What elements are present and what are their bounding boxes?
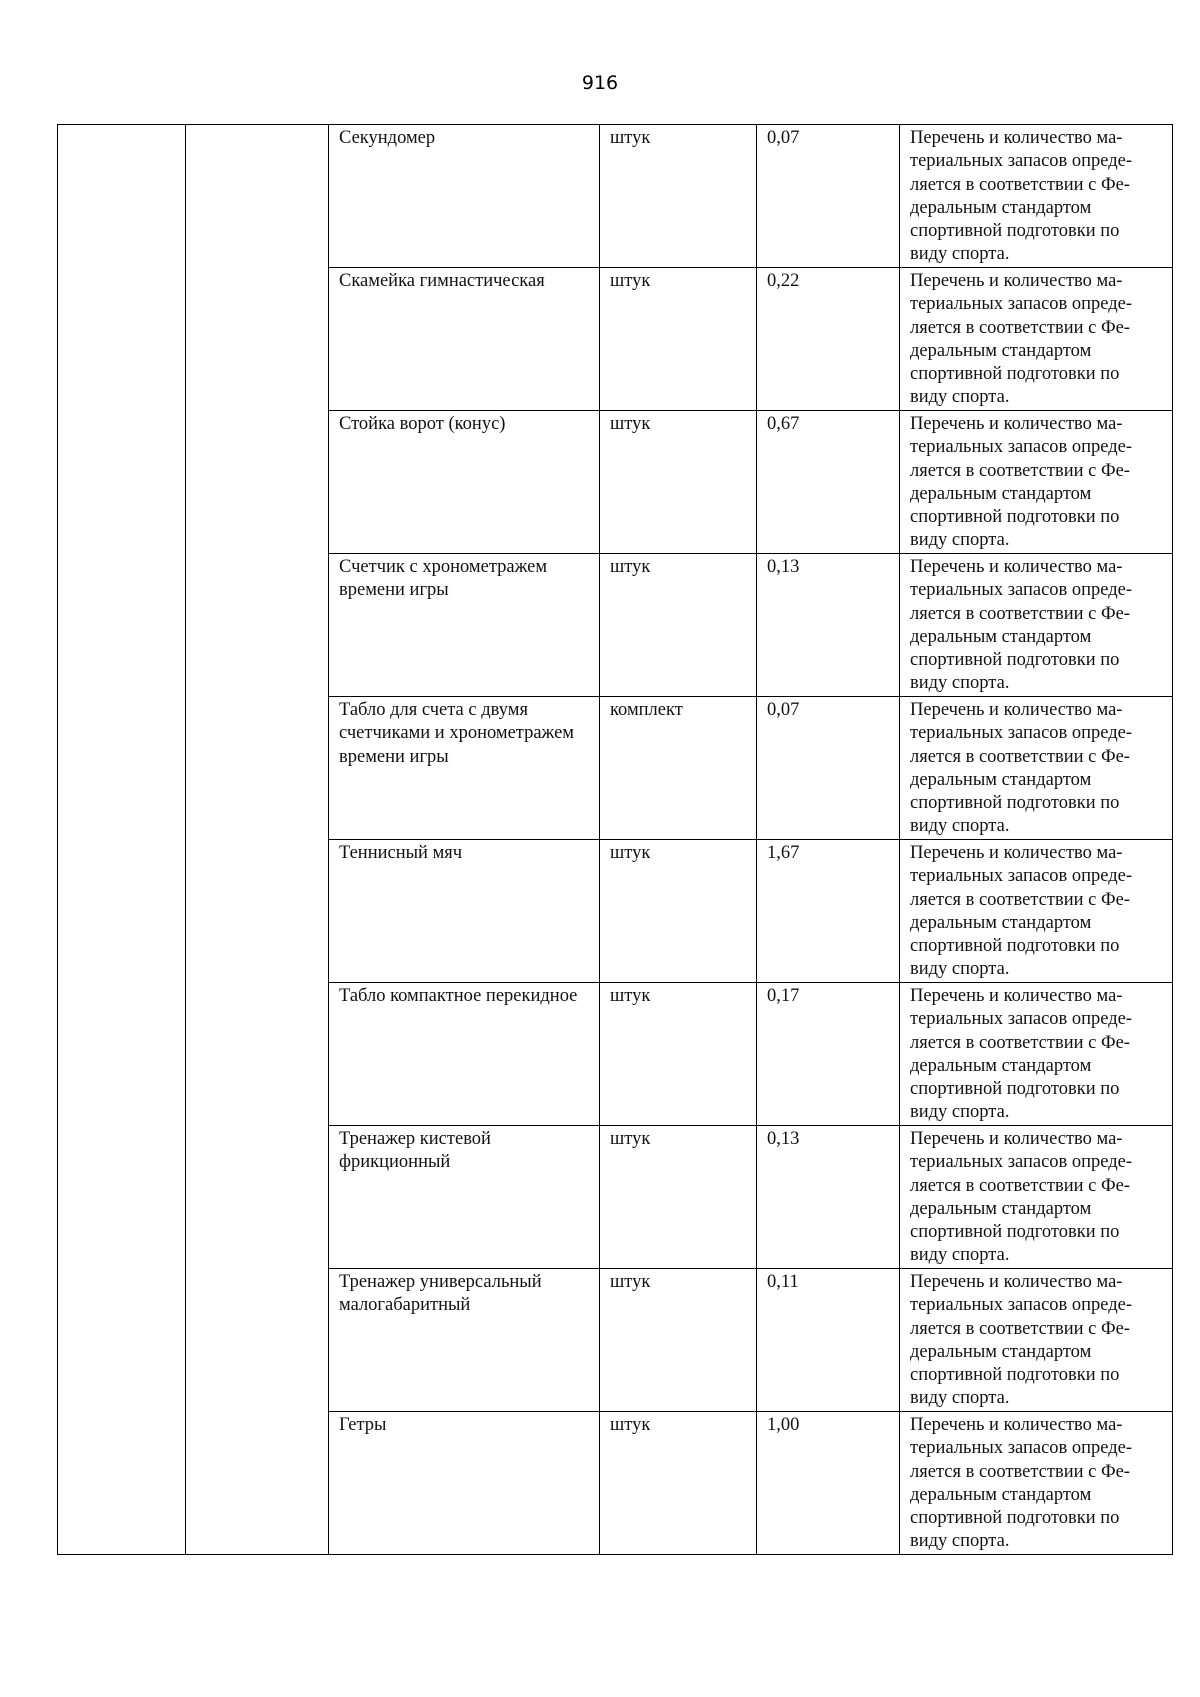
- unit-cell: штук: [600, 1126, 757, 1269]
- note-cell: Перечень и количество ма- териальных запасов опреде- ляется в соответствии с Фе- деральным стандартом спортивной подготовки по виду спорта.: [900, 983, 1173, 1126]
- item-name-cell: Скамейка гимнастическая: [329, 268, 600, 411]
- unit-cell: штук: [600, 554, 757, 697]
- note-cell: Перечень и количество ма- териальных запасов опреде- ляется в соответствии с Фе- деральным стандартом спортивной подготовки по виду спорта.: [900, 554, 1173, 697]
- merged-index-cell: [58, 125, 186, 1555]
- quantity-cell: 0,07: [757, 125, 900, 268]
- quantity-cell: 0,11: [757, 1269, 900, 1412]
- unit-cell: штук: [600, 268, 757, 411]
- equipment-table: [57, 124, 1173, 1555]
- note-cell: Перечень и количество ма- териальных запасов опреде- ляется в соответствии с Фе- деральным стандартом спортивной подготовки по виду спорта.: [900, 1269, 1173, 1412]
- table-row: [58, 125, 1173, 268]
- item-name-cell: Тренажер кистевой фрикционный: [329, 1126, 600, 1269]
- item-name-cell: Табло для счета с двумя счетчиками и хронометражем времени игры: [329, 697, 600, 840]
- note-cell: Перечень и количество ма- териальных запасов опреде- ляется в соответствии с Фе- деральным стандартом спортивной подготовки по виду спорта.: [900, 411, 1173, 554]
- unit-cell: штук: [600, 1269, 757, 1412]
- item-name-cell: Счетчик с хронометражем времени игры: [329, 554, 600, 697]
- page-number: 916: [581, 72, 619, 94]
- quantity-cell: 0,22: [757, 268, 900, 411]
- unit-cell: штук: [600, 125, 757, 268]
- item-name-cell: Секундомер: [329, 125, 600, 268]
- quantity-cell: 0,67: [757, 411, 900, 554]
- note-cell: Перечень и количество ма- териальных запасов опреде- ляется в соответствии с Фе- деральным стандартом спортивной подготовки по виду спорта.: [900, 1126, 1173, 1269]
- unit-cell: штук: [600, 1412, 757, 1555]
- quantity-cell: 1,00: [757, 1412, 900, 1555]
- item-name-cell: Тренажер универсальный малогабаритный: [329, 1269, 600, 1412]
- note-cell: Перечень и количество ма- териальных запасов опреде- ляется в соответствии с Фе- деральным стандартом спортивной подготовки по виду спорта.: [900, 268, 1173, 411]
- note-cell: Перечень и количество ма- териальных запасов опреде- ляется в соответствии с Фе- деральным стандартом спортивной подготовки по виду спорта.: [900, 697, 1173, 840]
- item-name-cell: Табло компактное перекидное: [329, 983, 600, 1126]
- quantity-cell: 1,67: [757, 840, 900, 983]
- unit-cell: штук: [600, 840, 757, 983]
- note-cell: Перечень и количество ма- териальных запасов опреде- ляется в соответствии с Фе- деральным стандартом спортивной подготовки по виду спорта.: [900, 840, 1173, 983]
- note-cell: Перечень и количество ма- териальных запасов опреде- ляется в соответствии с Фе- деральным стандартом спортивной подготовки по виду спорта.: [900, 125, 1173, 268]
- note-cell: Перечень и количество ма- териальных запасов опреде- ляется в соответствии с Фе- деральным стандартом спортивной подготовки по виду спорта.: [900, 1412, 1173, 1555]
- item-name-cell: Гетры: [329, 1412, 600, 1555]
- quantity-cell: 0,13: [757, 554, 900, 697]
- unit-cell: комплект: [600, 697, 757, 840]
- unit-cell: штук: [600, 411, 757, 554]
- quantity-cell: 0,13: [757, 1126, 900, 1269]
- merged-group-cell: [186, 125, 329, 1555]
- unit-cell: штук: [600, 983, 757, 1126]
- item-name-cell: Теннисный мяч: [329, 840, 600, 983]
- quantity-cell: 0,07: [757, 697, 900, 840]
- quantity-cell: 0,17: [757, 983, 900, 1126]
- item-name-cell: Стойка ворот (конус): [329, 411, 600, 554]
